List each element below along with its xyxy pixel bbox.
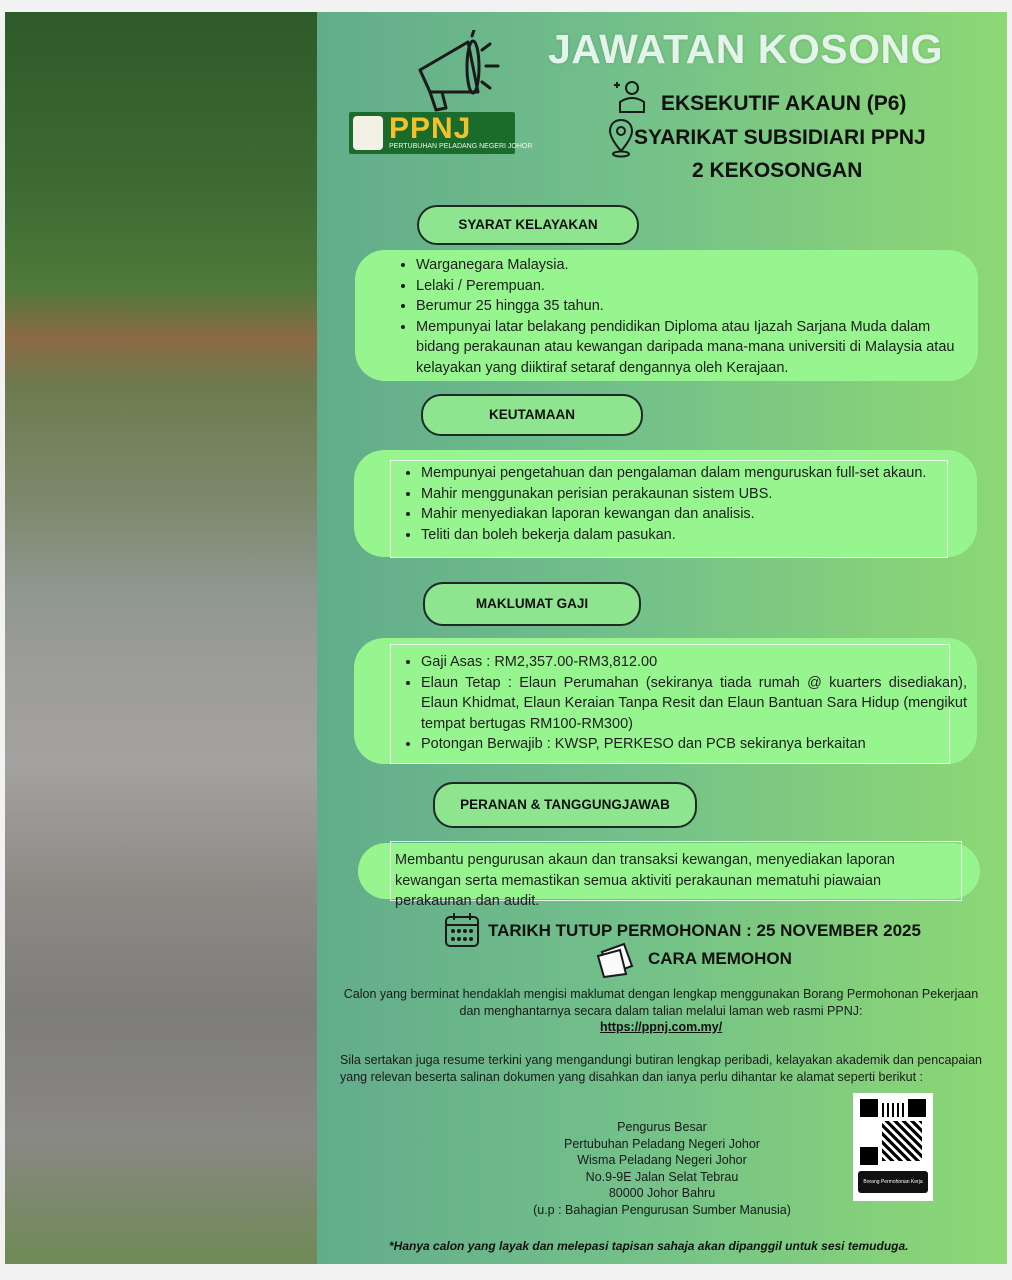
section-heading-peranan: PERANAN & TANGGUNGJAWAB <box>433 782 697 828</box>
company-name: SYARIKAT SUBSIDIARI PPNJ <box>634 126 926 149</box>
location-pin-icon <box>608 118 634 158</box>
deadline-text: TARIKH TUTUP PERMOHONAN : 25 NOVEMBER 2025 <box>488 921 921 940</box>
calendar-icon <box>444 912 480 948</box>
qr-code[interactable] <box>853 1093 933 1201</box>
section-heading-gaji: MAKLUMAT GAJI <box>423 582 641 626</box>
section-heading-syarat: SYARAT KELAYAKAN <box>417 205 639 245</box>
list-item: • Lelaki / Perempuan. <box>416 276 976 297</box>
qr-code-pattern <box>860 1099 926 1165</box>
syarat-box <box>355 250 978 381</box>
aerial-factory-photo <box>5 12 317 1264</box>
gaji-list <box>399 652 967 755</box>
footnote: *Hanya calon yang layak dan melepasi tapisan sahaja akan dipanggil untuk sesi temuduga. <box>389 1239 909 1253</box>
qr-label: Borang Permohonan Kerja <box>858 1171 928 1193</box>
apply-heading: CARA MEMOHON <box>648 949 792 968</box>
address-line: 80000 Johor Bahru <box>608 1186 716 1200</box>
list-item: • Mahir menyediakan laporan kewangan dan analisis. <box>421 504 981 525</box>
page-title: JAWATAN KOSONG <box>548 26 943 72</box>
list-item: • Berumur 25 hingga 35 tahun. <box>416 296 976 317</box>
document-icon <box>596 940 636 978</box>
position-title: EKSEKUTIF AKAUN (P6) <box>661 92 907 115</box>
address-line: (u.p : Bahagian Pengurusan Sumber Manusia) <box>533 1202 791 1217</box>
logo-subtitle: PERTUBUHAN PELADANG NEGERI JOHOR <box>389 143 533 150</box>
list-item: • Teliti dan boleh bekerja dalam pasukan. <box>421 525 981 546</box>
list-item: • Potongan Berwajib : KWSP, PERKESO dan PCB sekiranya berkaitan <box>421 734 967 755</box>
address-line: Wisma Peladang Negeri Johor <box>577 1153 747 1167</box>
peranan-text: Membantu pengurusan akaun dan transaksi kewangan, menyediakan laporan kewangan serta memastikan semua aktiviti perakaunan mematuhi piawaian perakaunan dan audit. <box>395 852 895 909</box>
address-line: Pengurus Besar <box>617 1120 707 1134</box>
person-icon <box>614 78 650 114</box>
megaphone-icon <box>410 30 505 115</box>
list-item: • Mempunyai latar belakang pendidikan Diploma atau Ijazah Sarjana Muda dalam bidang perakaunan atau kewangan daripada mana-mana universiti di Malaysia atau kelayakan yang diiktiraf setaraf dengannya oleh Kerajaan. <box>416 317 976 379</box>
logo-text: PPNJ <box>389 112 472 145</box>
peranan-box <box>358 843 980 909</box>
list-item: • Mahir menggunakan perisian perakaunan sistem UBS. <box>421 484 981 505</box>
gaji-box <box>354 638 977 764</box>
vacancy-count: 2 KEKOSONGAN <box>692 159 863 182</box>
ppnj-seal-icon <box>353 116 383 150</box>
syarat-list <box>394 255 976 378</box>
address-line: No.9-9E Jalan Selat Tebrau <box>585 1169 739 1184</box>
apply-paragraph-2: Sila sertakan juga resume terkini yang mengandungi butiran lengkap peribadi, kelayakan akademik dan pencapaian yang relevan beserta salinan dokumen yang disahkan dan ianya perlu dihantar ke alamat seperti berikut : <box>340 1053 982 1084</box>
section-heading-keutamaan: KEUTAMAAN <box>421 394 643 436</box>
address-line: Pertubuhan Peladang Negeri Johor <box>564 1136 760 1151</box>
keutamaan-box <box>354 450 977 557</box>
list-item: • Warganegara Malaysia. <box>416 255 976 276</box>
website-link[interactable]: https://ppnj.com.my/ <box>600 1020 723 1034</box>
list-item: • Elaun Tetap : Elaun Perumahan (sekiranya tiada rumah @ kuarters disediakan), Elaun Khidmat, Elaun Keraian Tanpa Resit dan Elaun Bantuan Sara Hidup (mengikut tempat bertugas RM100-RM300) <box>421 673 967 735</box>
list-item: • Mempunyai pengetahuan dan pengalaman dalam menguruskan full-set akaun. <box>421 463 981 484</box>
mailing-address <box>462 1119 862 1218</box>
list-item: • Gaji Asas : RM2,357.00-RM3,812.00 <box>421 652 967 673</box>
ppnj-logo <box>349 112 533 154</box>
keutamaan-list <box>399 463 981 545</box>
apply-paragraph-1: Calon yang berminat hendaklah mengisi maklumat dengan lengkap menggunakan Borang Permohonan Pekerjaan dan menghantarnya secara dalam talian melalui laman web rasmi PPNJ: <box>343 987 979 1018</box>
